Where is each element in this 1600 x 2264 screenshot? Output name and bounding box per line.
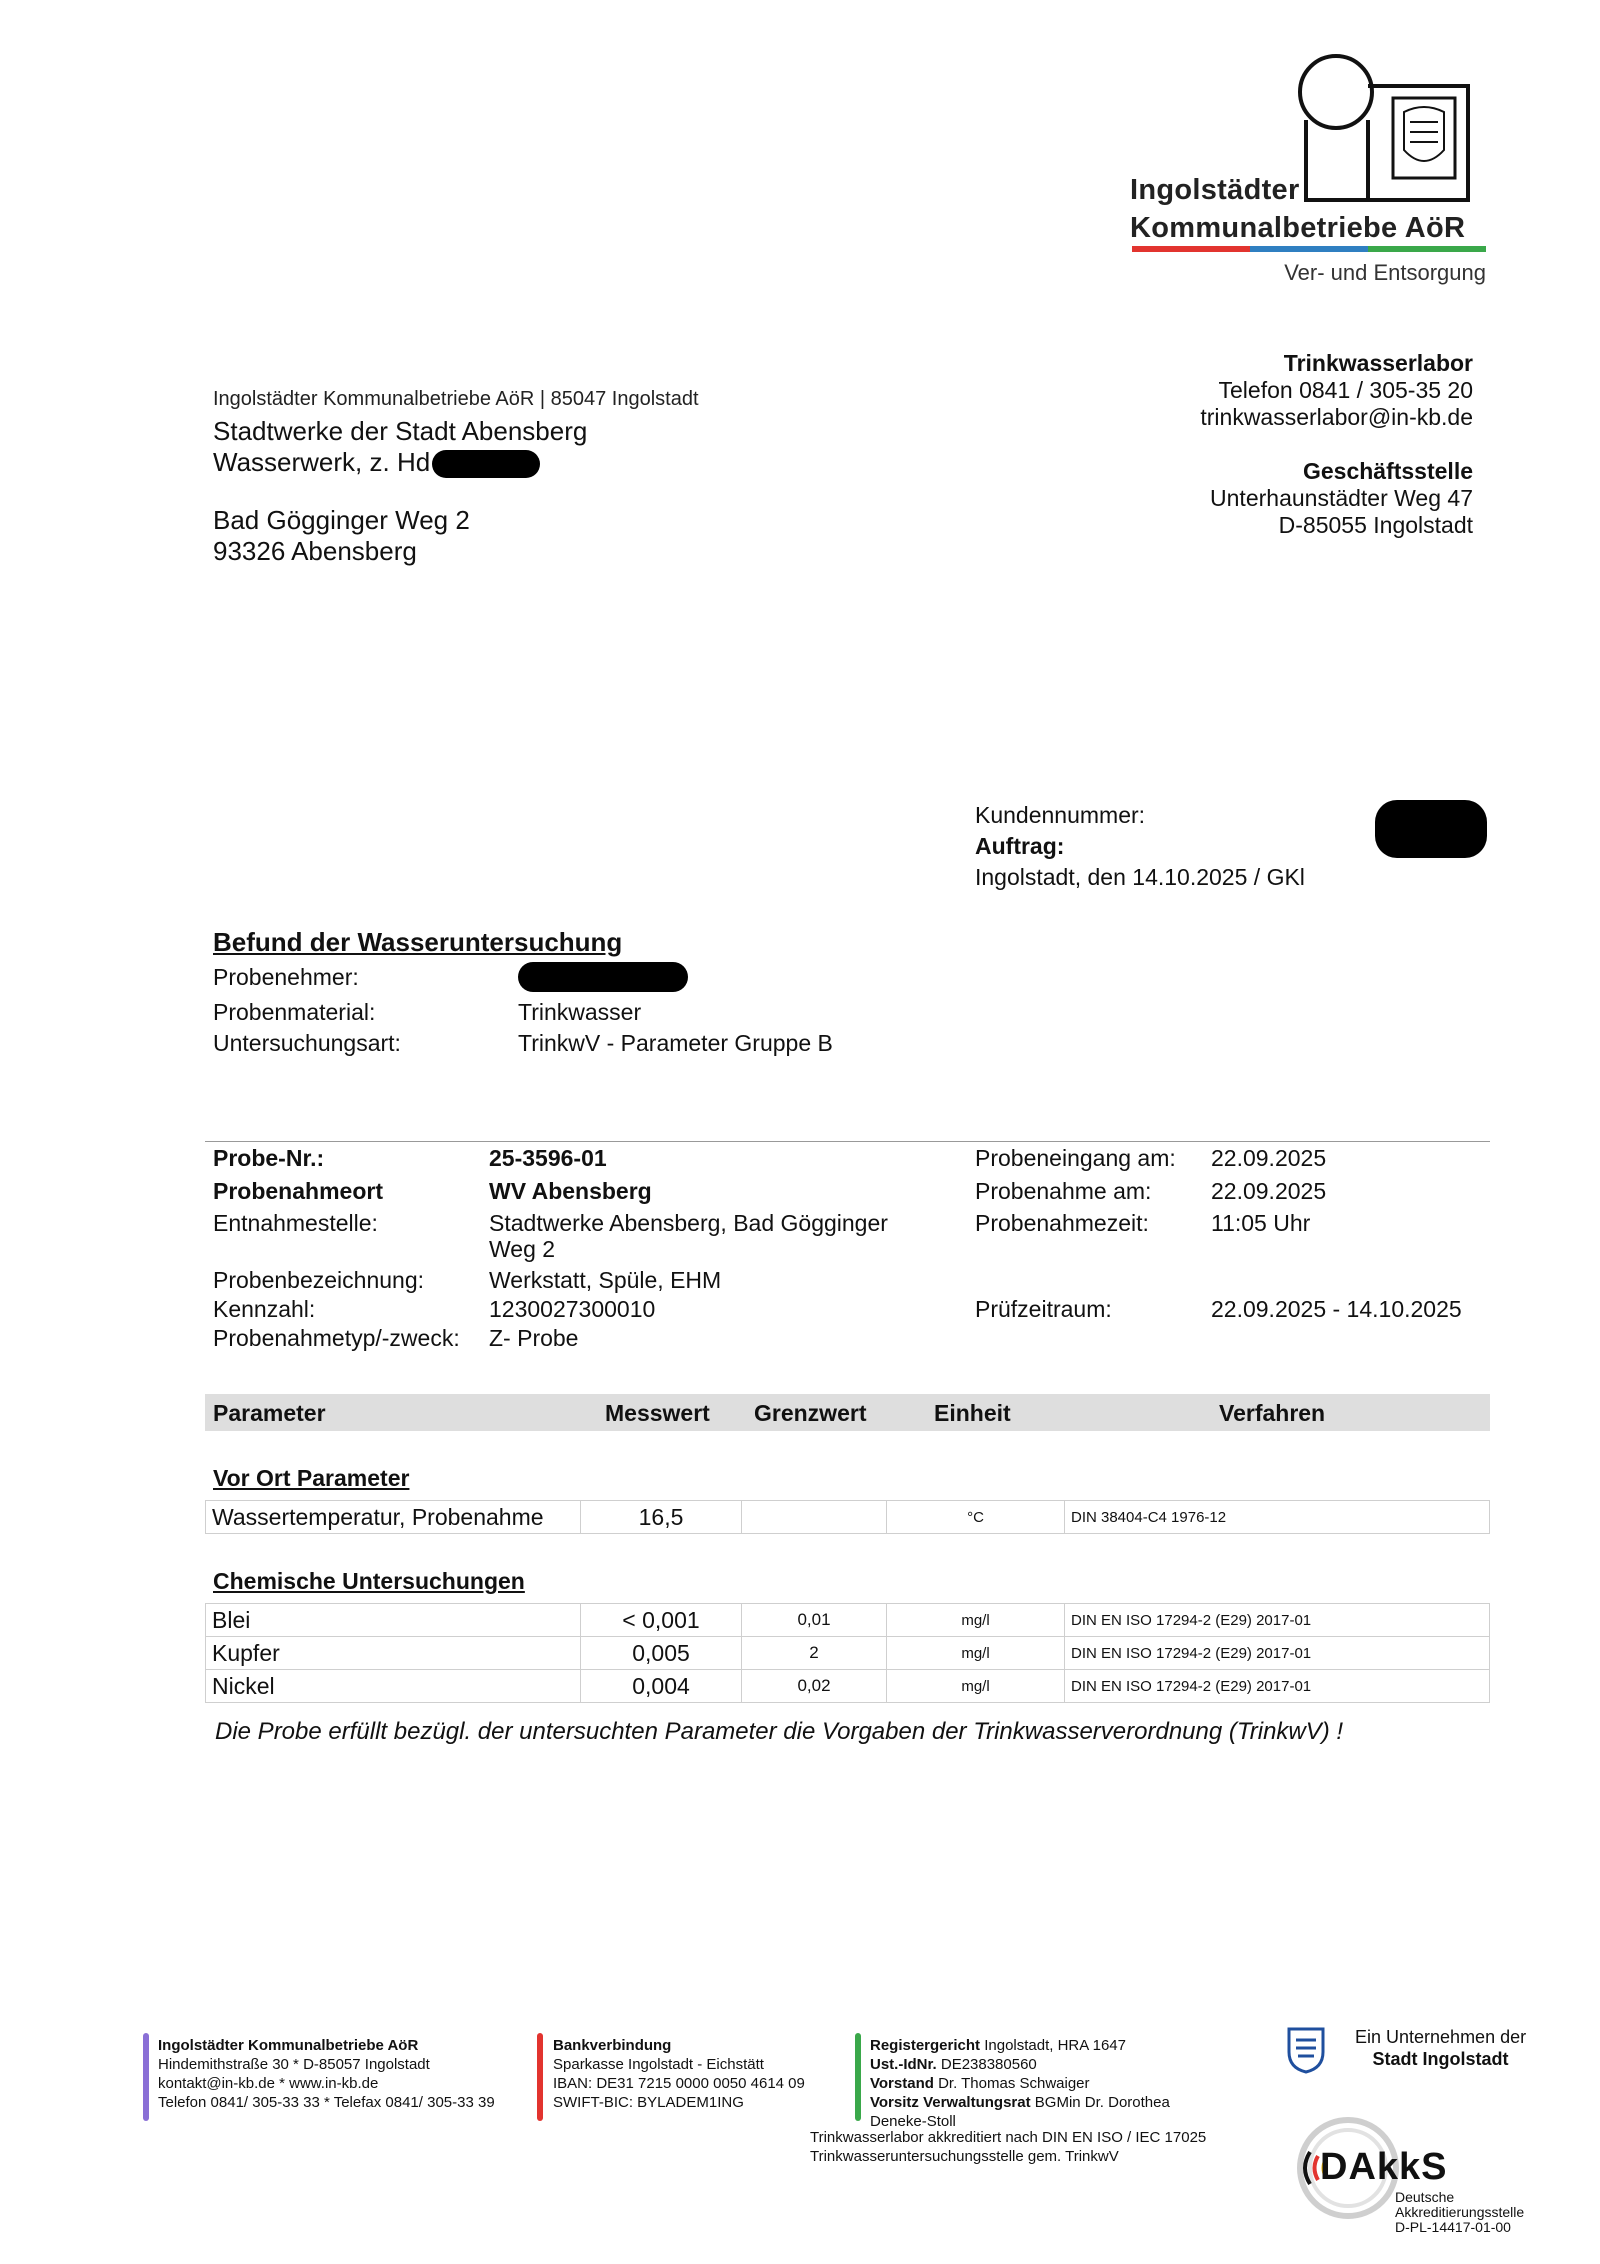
nahme-label: Probenahme am: <box>975 1178 1152 1204</box>
footer-bank-title: Bankverbindung <box>553 2037 672 2054</box>
footer-vorsitz-label: Vorsitz Verwaltungsrat <box>870 2094 1031 2111</box>
type-value: TrinkwV - Parameter Gruppe B <box>518 1030 833 1056</box>
logo-name-line1: Ingolstädter <box>1130 174 1300 206</box>
recipient-line3: Bad Gögginger Weg 2 <box>213 505 470 536</box>
eingang-value: 22.09.2025 <box>1211 1145 1327 1171</box>
bez-value: Werkstatt, Spüle, EHM <box>489 1267 722 1293</box>
eingang-label: Probeneingang am: <box>975 1145 1176 1171</box>
customer-number-label: Kundennummer: <box>975 802 1146 828</box>
footer-vorsitz-value: BGMin Dr. Dorothea <box>1030 2094 1170 2111</box>
place-date: Ingolstadt, den 14.10.2025 / GKl <box>975 864 1305 890</box>
type-label: Untersuchungsart: <box>213 1030 401 1056</box>
ort-value: WV Abensberg <box>489 1178 652 1204</box>
recipient-address <box>213 416 587 567</box>
param-name: Kupfer <box>206 1637 581 1670</box>
parent-company-line2: Stadt Ingolstadt <box>1372 2049 1509 2069</box>
param-verfahren: DIN EN ISO 17294-2 (E29) 2017-01 <box>1065 1670 1490 1703</box>
header-grenzwert: Grenzwert <box>754 1400 867 1426</box>
header-parameter: Parameter <box>213 1400 326 1426</box>
office-street: Unterhaunstädter Weg 47 <box>1210 485 1473 511</box>
logo-bar-red <box>1132 246 1250 252</box>
parent-company <box>1355 2026 1526 2070</box>
dakks-subtitle <box>1395 2190 1524 2235</box>
zeit-value: 11:05 Uhr <box>1211 1210 1311 1236</box>
pruef-label: Prüfzeitraum: <box>975 1296 1112 1322</box>
logo-tagline: Ver- und Entsorgung <box>1284 260 1486 285</box>
contact-block <box>1200 350 1473 539</box>
stelle-value-1: Stadtwerke Abensberg, Bad Gögginger <box>489 1210 888 1236</box>
dakks-logo <box>1290 2112 1540 2235</box>
probe-nr-value: 25-3596-01 <box>489 1145 607 1171</box>
param-grenzwert <box>742 1501 887 1534</box>
kenn-value: 1230027300010 <box>489 1296 656 1322</box>
param-grenzwert: 2 <box>742 1637 887 1670</box>
footer-company-phone: Telefon 0841/ 305-33 33 * Telefax 0841/ 305-33 39 <box>158 2094 495 2111</box>
footer-bar-green <box>855 2033 861 2121</box>
typ-label: Probenahmetyp/-zweck: <box>213 1325 460 1351</box>
footer-company-web: kontakt@in-kb.de * www.in-kb.de <box>158 2075 379 2092</box>
redaction-mark <box>1375 800 1487 858</box>
sampler-label: Probenehmer: <box>213 964 359 990</box>
footer-reg-value: Ingolstadt, HRA 1647 <box>980 2037 1126 2054</box>
header-messwert: Messwert <box>605 1400 710 1426</box>
lab-title: Trinkwasserlabor <box>1283 350 1473 376</box>
order-label: Auftrag: <box>975 833 1065 859</box>
param-name: Nickel <box>206 1670 581 1703</box>
footer-bank <box>553 2036 805 2112</box>
parent-company-line1: Ein Unternehmen der <box>1355 2027 1527 2047</box>
footer-company-address: Hindemithstraße 30 * D-85057 Ingolstadt <box>158 2056 430 2073</box>
param-messwert: < 0,001 <box>581 1604 742 1637</box>
zeit-label: Probenahmezeit: <box>975 1210 1149 1236</box>
logo-bar-blue <box>1250 246 1368 252</box>
redaction-mark <box>518 962 688 992</box>
office-city: D-85055 Ingolstadt <box>1278 512 1473 538</box>
header-verfahren: Verfahren <box>1219 1400 1326 1426</box>
footer-register <box>870 2036 1170 2131</box>
param-messwert: 16,5 <box>581 1501 742 1534</box>
dakks-sub2: Akkreditierungsstelle <box>1395 2204 1525 2220</box>
table-header <box>205 1394 1490 1431</box>
param-verfahren: DIN 38404-C4 1976-12 <box>1065 1501 1490 1534</box>
logo-bar-green <box>1368 246 1486 252</box>
param-einheit: mg/l <box>887 1637 1065 1670</box>
lab-phone: Telefon 0841 / 305-35 20 <box>1218 377 1473 403</box>
footer-bank-name: Sparkasse Ingolstadt - Eichstätt <box>553 2056 764 2073</box>
accreditation-note <box>810 2128 1206 2166</box>
param-grenzwert: 0,02 <box>742 1670 887 1703</box>
dakks-sub3: D-PL-14417-01-00 <box>1395 2219 1511 2235</box>
footer-ust-label: Ust.-IdNr. <box>870 2056 937 2073</box>
footer-bar-red <box>537 2033 543 2121</box>
dakks-sub1: Deutsche <box>1395 2189 1455 2205</box>
recipient-line2: Wasserwerk, z. Hd <box>213 447 431 477</box>
param-verfahren: DIN EN ISO 17294-2 (E29) 2017-01 <box>1065 1604 1490 1637</box>
bez-label: Probenbezeichnung: <box>213 1267 424 1293</box>
footer-bar-purple <box>143 2033 149 2121</box>
ort-label: Probenahmeort <box>213 1178 383 1204</box>
param-einheit: mg/l <box>887 1604 1065 1637</box>
param-verfahren: DIN EN ISO 17294-2 (E29) 2017-01 <box>1065 1637 1490 1670</box>
recipient-line4: 93326 Abensberg <box>213 536 417 567</box>
city-crest-icon <box>1286 2026 1326 2074</box>
nahme-value: 22.09.2025 <box>1211 1178 1327 1204</box>
sample-details <box>213 1144 1493 1353</box>
vor-ort-table <box>205 1500 1490 1534</box>
office-title: Geschäftsstelle <box>1302 458 1473 484</box>
footer-company <box>158 2036 495 2112</box>
section-title-chemisch: Chemische Untersuchungen <box>213 1568 525 1594</box>
table-row <box>206 1501 1490 1534</box>
stelle-value-2: Weg 2 <box>489 1236 556 1262</box>
footer-ust-value: DE238380560 <box>936 2056 1037 2073</box>
material-value: Trinkwasser <box>518 999 642 1025</box>
divider <box>205 1141 1490 1142</box>
table-row <box>206 1670 1490 1703</box>
footer-company-title: Ingolstädter Kommunalbetriebe AöR <box>158 2037 419 2054</box>
material-label: Probenmaterial: <box>213 999 376 1025</box>
chemisch-table <box>205 1603 1490 1703</box>
header-einheit: Einheit <box>934 1400 1011 1426</box>
table-row <box>206 1637 1490 1670</box>
accreditation-line2: Trinkwasseruntersuchungsstelle gem. TrinkwV <box>810 2148 1119 2165</box>
sender-line: Ingolstädter Kommunalbetriebe AöR | 85047 Ingolstadt <box>213 388 699 410</box>
footer-bank-bic: SWIFT-BIC: BYLADEM1ING <box>553 2094 744 2111</box>
recipient-line1: Stadtwerke der Stadt Abensberg <box>213 416 588 446</box>
stelle-label: Entnahmestelle: <box>213 1210 378 1236</box>
param-grenzwert: 0,01 <box>742 1604 887 1637</box>
dakks-word: DAkkS <box>1320 2146 1448 2188</box>
footer-vorstand-label: Vorstand <box>870 2075 934 2092</box>
conclusion-text: Die Probe erfüllt bezügl. der untersuchten Parameter die Vorgaben der Trinkwasserverordnung (TrinkwV) ! <box>215 1718 1344 1745</box>
accreditation-line1: Trinkwasserlabor akkreditiert nach DIN EN ISO / IEC 17025 <box>810 2129 1207 2146</box>
param-messwert: 0,004 <box>581 1670 742 1703</box>
table-row <box>206 1604 1490 1637</box>
param-messwert: 0,005 <box>581 1637 742 1670</box>
logo-color-bars <box>1132 246 1486 252</box>
param-name: Blei <box>206 1604 581 1637</box>
logo-name-line2: Kommunalbetriebe AöR <box>1130 212 1466 244</box>
param-name: Wassertemperatur, Probenahme <box>206 1501 581 1534</box>
footer-vorstand-value: Dr. Thomas Schwaiger <box>933 2075 1090 2092</box>
report-meta <box>213 962 833 1059</box>
footer-reg-label: Registergericht <box>870 2037 981 2054</box>
redaction-mark <box>432 450 540 478</box>
order-info <box>975 800 1305 893</box>
kenn-label: Kennzahl: <box>213 1296 316 1322</box>
probe-nr-label: Probe-Nr.: <box>213 1145 325 1171</box>
footer-bank-iban: IBAN: DE31 7215 0000 0050 4614 09 <box>553 2075 805 2092</box>
report-title: Befund der Wasseruntersuchung <box>213 927 623 957</box>
param-einheit: mg/l <box>887 1670 1065 1703</box>
company-logo <box>1118 50 1498 290</box>
section-title-vor-ort: Vor Ort Parameter <box>213 1465 410 1491</box>
footer-vorsitz-value-2: Deneke-Stoll <box>870 2113 956 2130</box>
param-einheit: °C <box>887 1501 1065 1534</box>
logo-mark-icon <box>1298 50 1488 210</box>
lab-email: trinkwasserlabor@in-kb.de <box>1200 404 1473 430</box>
pruef-value: 22.09.2025 - 14.10.2025 <box>1211 1296 1462 1322</box>
typ-value: Z- Probe <box>489 1325 579 1351</box>
